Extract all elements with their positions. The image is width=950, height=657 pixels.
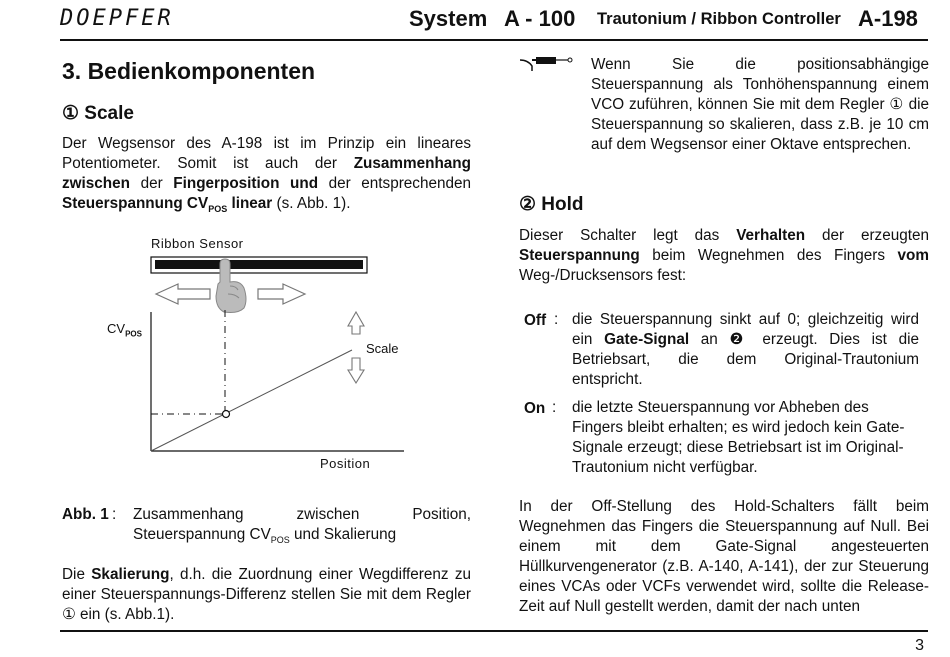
header-rule bbox=[60, 39, 928, 41]
patch-cable-icon bbox=[518, 54, 576, 76]
scale-adjust-arrow-icon bbox=[348, 312, 364, 334]
header-a100: A - 100 bbox=[504, 6, 576, 31]
ribbon-figure bbox=[140, 250, 420, 465]
right-arrow-icon bbox=[258, 284, 305, 304]
page-number: 3 bbox=[915, 637, 924, 654]
operating-point bbox=[223, 411, 230, 418]
figure-caption-text: Zusammenhang zwischen Position, Steuerspannung $CV_{POS}$ und Skalierung bbox=[133, 506, 471, 546]
note-paragraph: Wenn Sie die positionsabhängige Steuerspannung als Tonhöhenspannung einem VCO zuführen, können Sie mit dem Regler ① die Steuerspannung so skalieren, dass z.B. je 10 cm auf dem Wegsensor einer Oktave entsprechen. bbox=[591, 56, 929, 153]
header-module-desc: Trautonium / Ribbon Controller bbox=[597, 10, 841, 28]
off-description: die Steuerspannung sinkt auf 0; gleichzeitig wird ein Gate-Signal an ❷ erzeugt. Dies ist die Betriebsart, die dem Original-Trautonium entspricht. bbox=[572, 311, 919, 388]
on-description: die letzte Steuerspannung vor Abheben des Fingers bleibt erhalten; es wird jedoch kein Gate-Signale erzeugt; diese Betriebsart ist im Original-Trautonium nicht verfügbar. bbox=[572, 399, 905, 476]
off-colon: : bbox=[554, 311, 559, 328]
scale-line-label: Scale bbox=[366, 341, 399, 356]
section-title: 3. Bedienkomponenten bbox=[62, 58, 316, 84]
scale-line bbox=[151, 350, 352, 451]
header-system: System bbox=[409, 6, 488, 31]
figure-caption-colon: : bbox=[112, 506, 117, 523]
figure-caption-label: Abb. 1 bbox=[62, 506, 109, 523]
scale-paragraph: Der Wegsensor des A-198 ist im Prinzip ein lineares Potentiometer. Somit ist auch der Zusammenhang zwischen der Fingerposition und der entsprechenden Steuerspannung $CV_{POS}$ linear (s. Abb. 1). bbox=[62, 135, 471, 215]
scaling-paragraph: Die Skalierung, d.h. die Zuordnung einer Wegdifferenz zu einer Steuerspannungs-Differenz stellen Sie mit dem Regler ① ein (s. Abb.1). bbox=[62, 566, 471, 623]
left-arrow-icon bbox=[156, 284, 210, 304]
ribbon-strip bbox=[155, 260, 363, 269]
on-colon: : bbox=[552, 399, 557, 416]
ribbon-sensor-label: Ribbon Sensor bbox=[151, 236, 244, 251]
scale-heading: ① Scale bbox=[62, 103, 134, 124]
off-label: Off bbox=[524, 312, 547, 329]
cv-axis-label: $CV_{POS}$ bbox=[107, 321, 142, 339]
position-axis-label: Position bbox=[320, 456, 371, 471]
header-module-code: A-198 bbox=[858, 6, 918, 31]
footer-rule bbox=[60, 630, 928, 632]
hold-heading: ② Hold bbox=[519, 194, 584, 215]
hold-off-paragraph: In der Off-Stellung des Hold-Schalters fällt beim Wegnehmen das Fingers die Steuerspannung auf Null. Bei einem mit dem Gate-Signal angesteuerten Hüllkurvengenerator (z.B. A-140, A-141), der zur Steuerung eines VCAs oder VCFs verwendet wird, sollte die Release-Zeit auf Null gestellt werden, damit der nach unten bbox=[519, 498, 929, 615]
brand-logo: DOEPFER bbox=[60, 6, 174, 31]
on-label: On bbox=[524, 400, 546, 417]
hold-paragraph: Dieser Schalter legt das Verhalten der erzeugten Steuerspannung beim Wegnehmen des Fingers vom Weg-/Drucksensors fest: bbox=[519, 227, 929, 284]
